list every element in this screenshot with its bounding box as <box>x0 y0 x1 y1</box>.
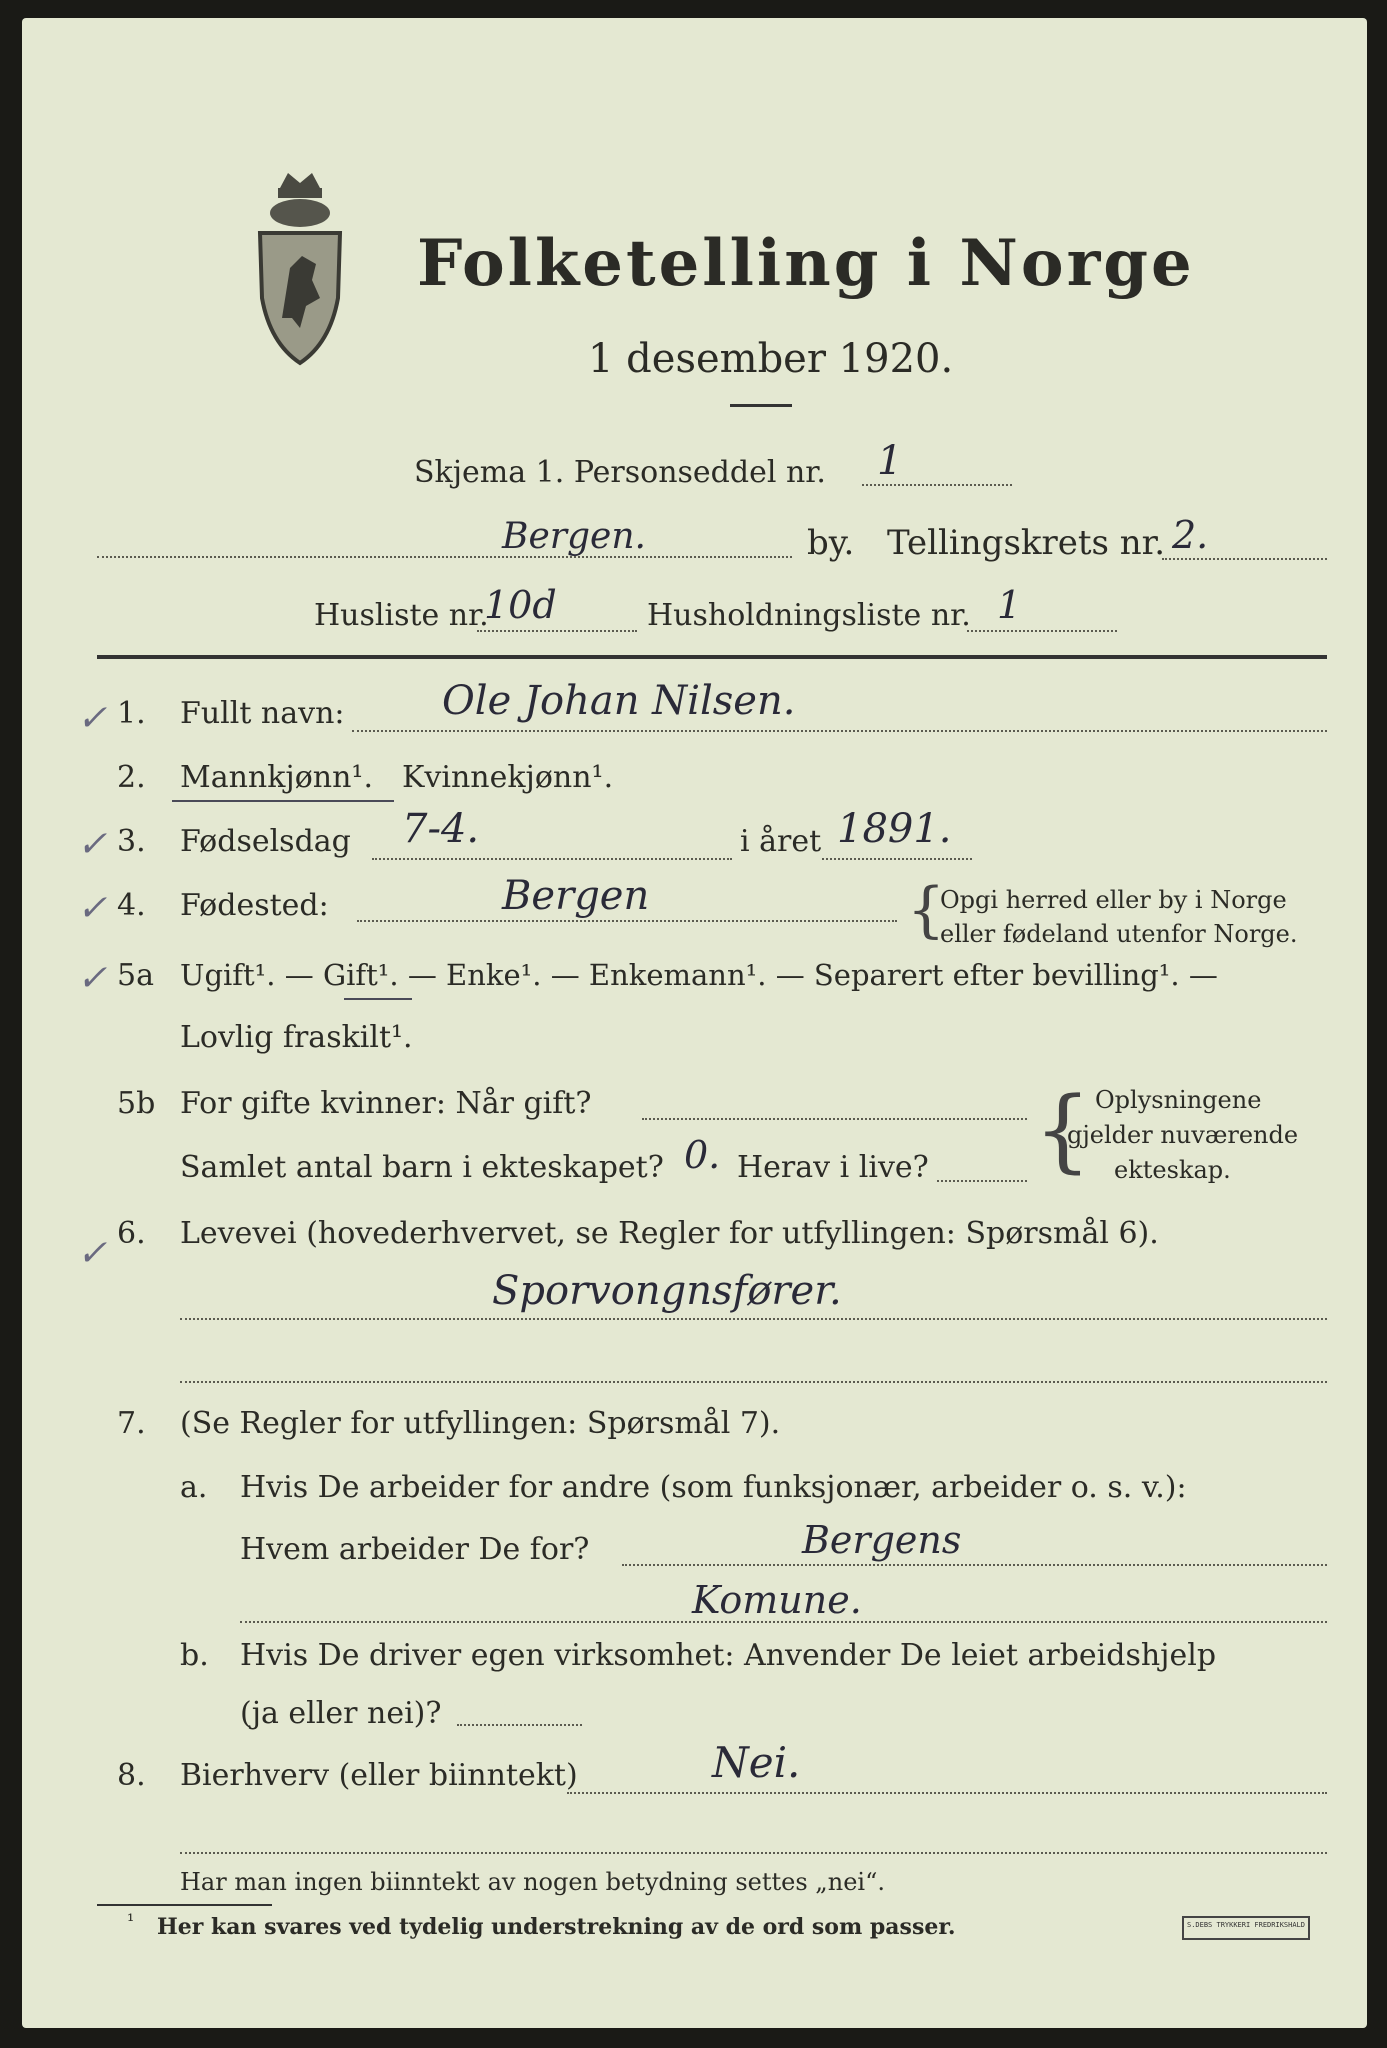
q7a-letter: a. <box>180 1470 208 1505</box>
personseddel-line <box>862 484 1012 486</box>
q4-brace: { <box>907 875 946 945</box>
q7b-text: Hvis De driver egen virksomhet: Anvender De leiet arbeidshjelp <box>240 1638 1217 1673</box>
q1-label: Fullt navn: <box>180 696 345 731</box>
q7a-employer-line1: Bergens <box>802 1518 962 1562</box>
footnote-rule <box>97 1904 272 1906</box>
header-separator <box>97 655 1327 659</box>
q4-number: 4. <box>117 888 146 923</box>
q6-line2 <box>180 1381 1327 1383</box>
tellingskrets-line <box>1162 558 1327 560</box>
husholdning-nr: 1 <box>997 583 1022 627</box>
q4-line <box>357 920 897 922</box>
q2-number: 2. <box>117 760 146 795</box>
q6-number: 6. <box>117 1216 146 1251</box>
q5b-married-label: For gifte kvinner: Når gift? <box>180 1086 592 1121</box>
q7a-line2 <box>240 1621 1327 1623</box>
q3-number: 3. <box>117 824 146 859</box>
q6-label: Levevei (hovederhvervet, se Regler for utfyllingen: Spørsmål 6). <box>180 1216 1159 1251</box>
q2-male: Mannkjønn¹. <box>180 760 373 795</box>
check-mark-q3: ✓ <box>77 824 108 865</box>
q8-line2 <box>180 1852 1327 1854</box>
q5b-married-line <box>642 1118 1027 1120</box>
q5a-line2: Lovlig fraskilt¹. <box>180 1020 413 1055</box>
tellingskrets-nr: 2. <box>1172 513 1209 557</box>
q6-occupation: Sporvongnsfører. <box>492 1268 842 1314</box>
check-mark-q5a: ✓ <box>77 958 108 999</box>
tellingskrets-label: Tellingskrets nr. <box>887 523 1166 563</box>
form-title: Folketelling i Norge <box>417 226 1195 301</box>
q7b-question: (ja eller nei)? <box>240 1696 442 1731</box>
husliste-line <box>477 630 637 632</box>
q2-female: Kvinnekjønn¹. <box>402 760 614 795</box>
q8-label: Bierhverv (eller biinntekt) <box>180 1758 578 1793</box>
husliste-nr: 10d <box>484 583 557 627</box>
title-divider <box>730 404 792 407</box>
by-line <box>97 556 792 558</box>
q5b-alive-label: Herav i live? <box>737 1150 929 1185</box>
q7-number: 7. <box>117 1406 146 1441</box>
q7b-line <box>457 1724 582 1726</box>
q5a-number: 5a <box>117 958 154 993</box>
q5b-children-label: Samlet antal barn i ekteskapet? <box>180 1150 664 1185</box>
q3-birth-year: 1891. <box>837 806 952 852</box>
q7a-employer-line2: Komune. <box>692 1578 862 1622</box>
coat-of-arms-emblem <box>250 168 350 368</box>
q8-number: 8. <box>117 1758 146 1793</box>
husholdning-label: Husholdningsliste nr. <box>647 598 971 633</box>
census-form <box>22 18 1367 2028</box>
check-mark-q4: ✓ <box>77 888 108 929</box>
q5b-number: 5b <box>117 1086 156 1121</box>
q8-secondary-income: Nei. <box>712 1738 801 1787</box>
q5b-alive-line <box>937 1180 1027 1182</box>
q5b-note-line3: ekteskap. <box>1114 1156 1231 1184</box>
personseddel-nr: 1 <box>877 438 903 484</box>
husholdning-line <box>967 630 1117 632</box>
footnote-mark: ¹ <box>127 1911 135 1932</box>
q5b-children-value: 0. <box>684 1133 721 1177</box>
q5b-brace: { <box>1034 1078 1092 1183</box>
q3-year-label: i året <box>740 824 822 859</box>
by-label: by. <box>807 523 855 563</box>
footnote-text: Her kan svares ved tydelig understrekning av de ord som passer. <box>157 1914 956 1940</box>
q1-line <box>352 730 1327 732</box>
q3-label: Fødselsdag <box>180 824 351 859</box>
q7a-question: Hvem arbeider De for? <box>240 1532 590 1567</box>
q5a-marital-options: Ugift¹. — Gift¹. — Enke¹. — Enkemann¹. — Separert efter bevilling¹. — <box>180 958 1218 992</box>
q8-line1 <box>567 1792 1327 1794</box>
q1-full-name: Ole Johan Nilsen. <box>442 678 796 724</box>
q4-label: Fødested: <box>180 888 329 923</box>
check-mark-q1: ✓ <box>77 698 108 739</box>
husliste-label: Husliste nr. <box>314 598 489 633</box>
q7b-letter: b. <box>180 1638 209 1673</box>
check-mark-q6: ✓ <box>77 1233 108 1274</box>
q5b-note-line1: Oplysningene <box>1095 1086 1262 1114</box>
by-value: Bergen. <box>502 516 646 557</box>
q3-year-line <box>822 858 972 860</box>
q4-birthplace: Bergen <box>502 873 650 919</box>
q6-line1 <box>180 1318 1327 1320</box>
q2-male-underline <box>172 800 394 802</box>
q7a-text: Hvis De arbeider for andre (som funksjonær, arbeider o. s. v.): <box>240 1470 1187 1505</box>
census-date: 1 desember 1920. <box>588 336 954 382</box>
q7a-line1 <box>622 1564 1327 1566</box>
q3-day-line <box>372 858 732 860</box>
q5a-gift-underline <box>344 998 412 1000</box>
q4-note-line1: Opgi herred eller by i Norge <box>940 886 1287 914</box>
footer-note: Har man ingen biinntekt av nogen betydning settes „nei“. <box>180 1868 885 1896</box>
printer-stamp: S.DEBS TRYKKERI FREDRIKSHALD <box>1182 1916 1310 1940</box>
q4-note-line2: eller fødeland utenfor Norge. <box>940 920 1298 948</box>
q3-birth-day: 7-4. <box>402 806 480 852</box>
skjema-label: Skjema 1. Personseddel nr. <box>414 455 826 490</box>
q7-label: (Se Regler for utfyllingen: Spørsmål 7). <box>180 1406 781 1441</box>
q5b-note-line2: gjelder nuværende <box>1067 1121 1299 1149</box>
q1-number: 1. <box>117 696 146 731</box>
